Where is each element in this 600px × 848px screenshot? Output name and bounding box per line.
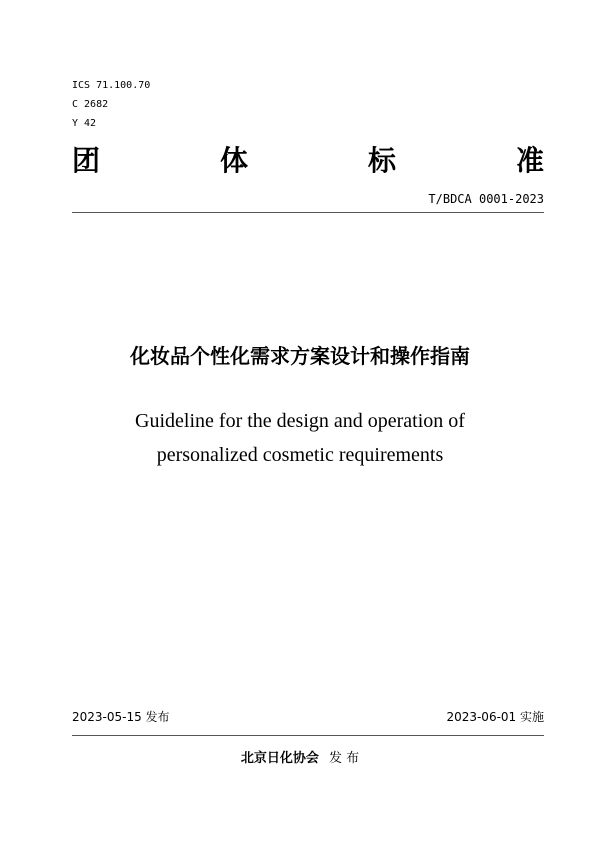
standard-type-heading xyxy=(72,143,544,179)
standard-number: T/BDCA 0001-2023 xyxy=(428,192,544,206)
footer-divider xyxy=(72,735,544,736)
ics-code: ICS 71.100.70 xyxy=(72,80,151,91)
heading-char: 准 xyxy=(515,144,544,177)
category-code: Y 42 xyxy=(72,118,97,129)
issuer-organization: 北京日化协会 xyxy=(240,751,319,766)
implement-date: 2023-06-01 实施 xyxy=(446,710,544,724)
english-title xyxy=(0,404,600,472)
publish-date: 2023-05-15 发布 xyxy=(72,710,170,724)
header-divider xyxy=(72,212,544,213)
heading-char: 团 xyxy=(72,144,101,177)
classification-codes xyxy=(72,76,150,133)
chinese-title: 化妆品个性化需求方案设计和操作指南 xyxy=(130,344,470,368)
issuer-line xyxy=(0,749,600,769)
english-title-line-2: personalized cosmetic requirements xyxy=(156,444,444,466)
issuer-action: 发 布 xyxy=(328,751,360,766)
heading-char: 标 xyxy=(367,144,396,177)
english-title-line-1: Guideline for the design and operation of xyxy=(135,410,465,432)
ccs-code: C 2682 xyxy=(72,99,109,110)
heading-char: 体 xyxy=(219,144,248,177)
